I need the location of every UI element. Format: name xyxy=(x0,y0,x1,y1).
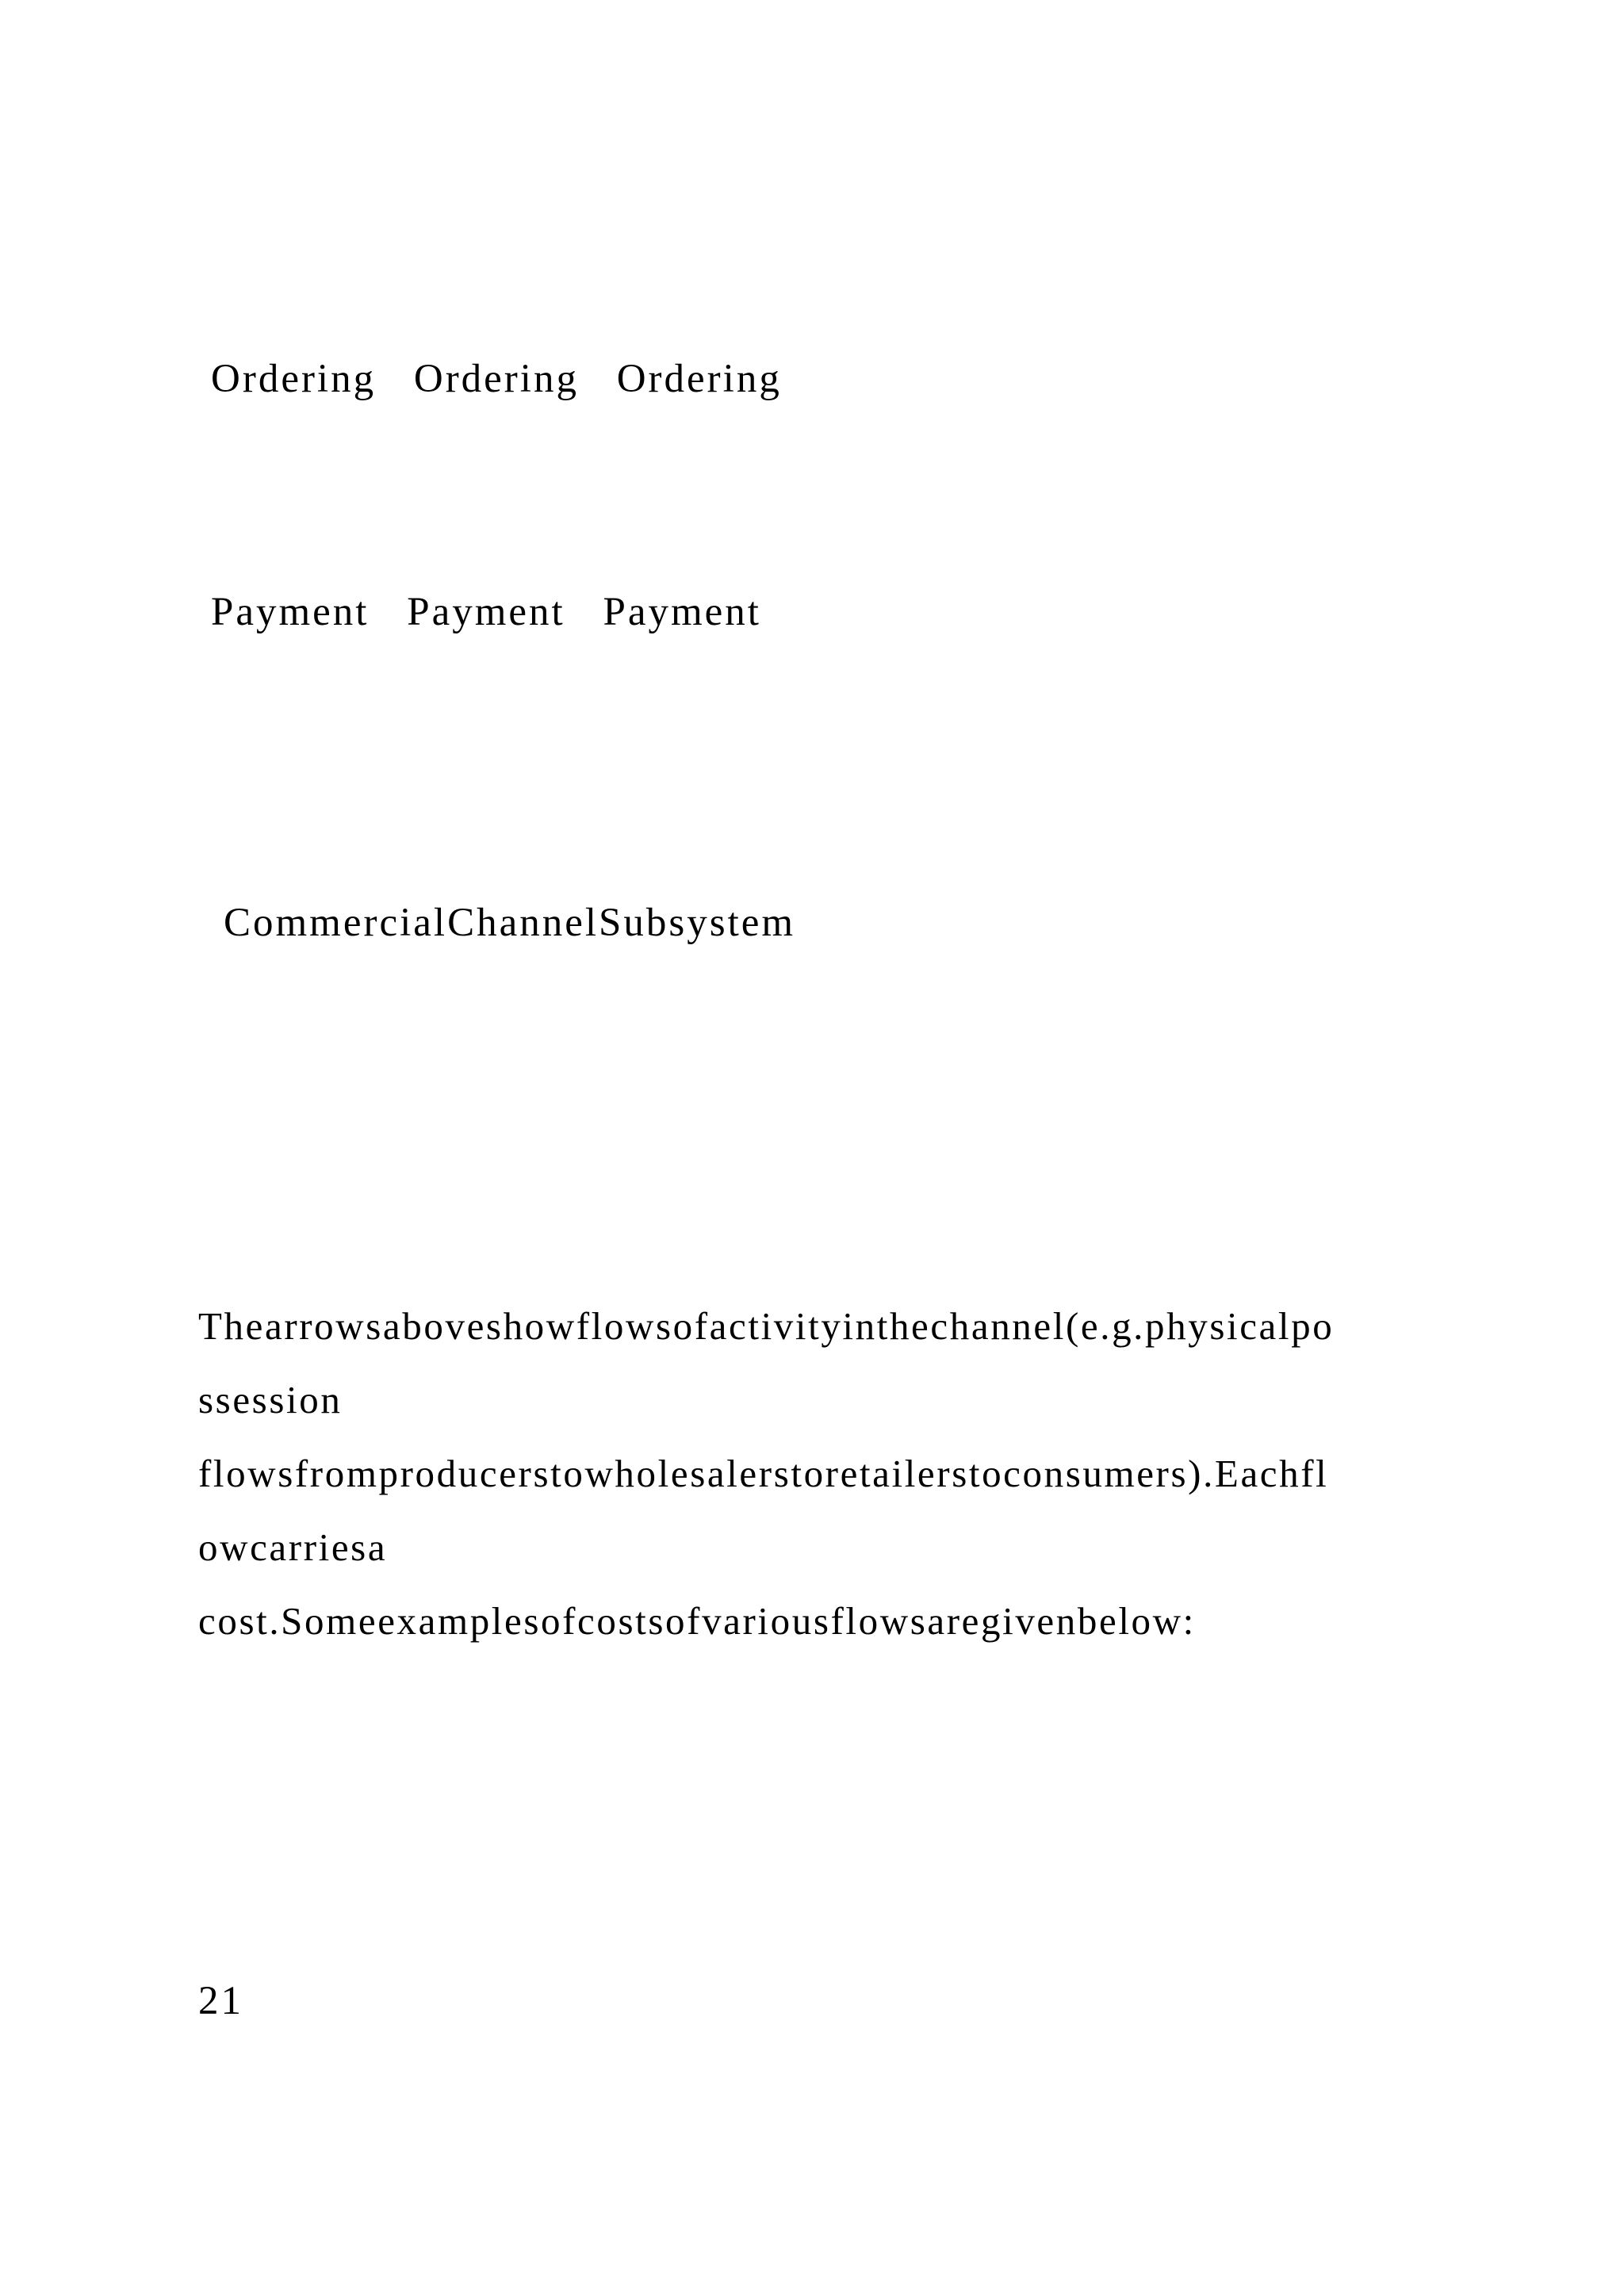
paragraph-line: cost.Someexamplesofcostsofvariousflowsaregivenbelow: xyxy=(198,1599,1196,1643)
paragraph-line: flowsfromproducerstowholesalerstoretailerstoconsumers).Eachfl xyxy=(198,1452,1329,1495)
paragraph-line: owcarriesa xyxy=(198,1525,388,1569)
payment-flow-labels xyxy=(211,588,761,636)
payment-label: Payment xyxy=(603,590,761,634)
paragraph-line: Thearrowsaboveshowflowsofactivityinthechannel(e.g.physicalpo xyxy=(198,1304,1335,1348)
ordering-label: Ordering xyxy=(616,357,782,401)
ordering-label: Ordering xyxy=(413,357,579,401)
payment-label: Payment xyxy=(407,590,565,634)
subsystem-caption: CommercialChannelSubsystem xyxy=(224,901,796,945)
ordering-label: Ordering xyxy=(211,357,377,401)
payment-label: Payment xyxy=(211,590,370,634)
page-number: 21 xyxy=(198,1979,243,2023)
body-paragraph xyxy=(198,1289,1467,1658)
ordering-flow-labels xyxy=(211,355,782,403)
paragraph-line: ssession xyxy=(198,1378,343,1422)
